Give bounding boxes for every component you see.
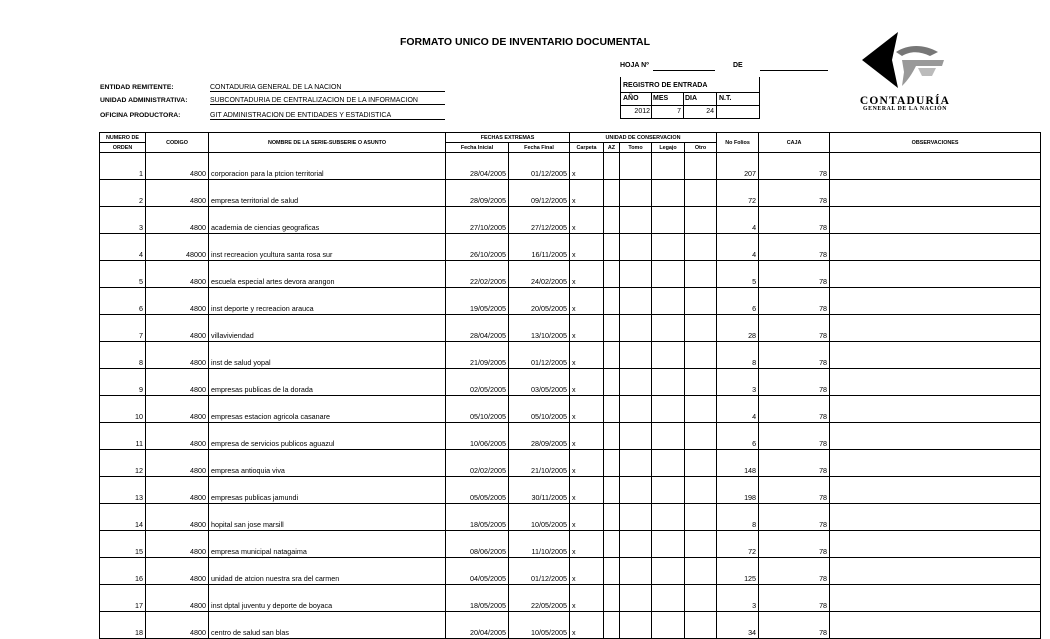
row-codigo: 4800 bbox=[146, 450, 209, 477]
logo-subtitle: GENERAL DE LA NACIÓN bbox=[863, 106, 947, 112]
row-caja: 78 bbox=[759, 585, 830, 612]
de-field[interactable] bbox=[760, 70, 828, 71]
row-legajo bbox=[652, 288, 685, 315]
row-observaciones bbox=[830, 369, 1041, 396]
row-legajo bbox=[652, 180, 685, 207]
row-az bbox=[604, 261, 620, 288]
row-number: 16 bbox=[100, 558, 146, 585]
row-number: 9 bbox=[100, 369, 146, 396]
row-fecha-final: 22/05/2005 bbox=[509, 585, 570, 612]
row-otro bbox=[685, 585, 717, 612]
row-codigo: 48000 bbox=[146, 234, 209, 261]
hoja-label: HOJA Nº bbox=[620, 62, 649, 69]
row-fecha-final: 10/05/2005 bbox=[509, 612, 570, 639]
col-tomo-header: Tomo bbox=[620, 143, 652, 153]
row-carpeta: x bbox=[570, 342, 604, 369]
row-tomo bbox=[620, 261, 652, 288]
row-number: 10 bbox=[100, 396, 146, 423]
col-codigo-header: CODIGO bbox=[146, 133, 209, 153]
row-fecha-inicial: 02/05/2005 bbox=[446, 369, 509, 396]
row-legajo bbox=[652, 261, 685, 288]
registro-entrada-box bbox=[620, 77, 760, 119]
contaduria-logo-icon bbox=[858, 30, 950, 92]
row-folios: 125 bbox=[717, 558, 759, 585]
row-fecha-inicial: 20/04/2005 bbox=[446, 612, 509, 639]
row-fecha-final: 10/05/2005 bbox=[509, 504, 570, 531]
row-az bbox=[604, 207, 620, 234]
row-tomo bbox=[620, 450, 652, 477]
row-fecha-inicial: 05/05/2005 bbox=[446, 477, 509, 504]
row-az bbox=[604, 504, 620, 531]
row-number: 3 bbox=[100, 207, 146, 234]
row-fecha-inicial: 02/02/2005 bbox=[446, 450, 509, 477]
row-fecha-inicial: 19/05/2005 bbox=[446, 288, 509, 315]
row-folios: 3 bbox=[717, 369, 759, 396]
row-number: 15 bbox=[100, 531, 146, 558]
row-caja: 78 bbox=[759, 261, 830, 288]
row-legajo bbox=[652, 504, 685, 531]
row-caja: 78 bbox=[759, 396, 830, 423]
row-caja: 78 bbox=[759, 342, 830, 369]
row-otro bbox=[685, 396, 717, 423]
hoja-field[interactable] bbox=[653, 70, 715, 71]
row-otro bbox=[685, 531, 717, 558]
row-folios: 3 bbox=[717, 585, 759, 612]
row-az bbox=[604, 180, 620, 207]
row-otro bbox=[685, 288, 717, 315]
row-fecha-final: 01/12/2005 bbox=[509, 342, 570, 369]
col-legajo-header: Legajo bbox=[652, 143, 685, 153]
row-nombre: academia de ciencias geograficas bbox=[209, 207, 446, 234]
row-folios: 8 bbox=[717, 504, 759, 531]
row-caja: 78 bbox=[759, 153, 830, 180]
registro-dia-label: DIA bbox=[685, 95, 698, 102]
col-folios-header: No Folios bbox=[717, 133, 759, 153]
table-row bbox=[100, 315, 1041, 342]
registro-nt-label: N.T. bbox=[719, 95, 732, 102]
row-carpeta: x bbox=[570, 369, 604, 396]
row-observaciones bbox=[830, 342, 1041, 369]
row-caja: 78 bbox=[759, 423, 830, 450]
row-az bbox=[604, 423, 620, 450]
row-legajo bbox=[652, 207, 685, 234]
col-carpeta-header: Carpeta bbox=[570, 143, 604, 153]
row-codigo: 4800 bbox=[146, 180, 209, 207]
row-number: 6 bbox=[100, 288, 146, 315]
row-caja: 78 bbox=[759, 612, 830, 639]
row-number: 2 bbox=[100, 180, 146, 207]
row-fecha-final: 03/05/2005 bbox=[509, 369, 570, 396]
row-codigo: 4800 bbox=[146, 585, 209, 612]
row-fecha-final: 27/12/2005 bbox=[509, 207, 570, 234]
row-folios: 28 bbox=[717, 315, 759, 342]
row-fecha-inicial: 21/09/2005 bbox=[446, 342, 509, 369]
table-row bbox=[100, 261, 1041, 288]
row-number: 14 bbox=[100, 504, 146, 531]
row-nombre: corporacion para la ptcion territorial bbox=[209, 153, 446, 180]
row-fecha-inicial: 27/10/2005 bbox=[446, 207, 509, 234]
row-caja: 78 bbox=[759, 504, 830, 531]
row-nombre: empresa antioquia viva bbox=[209, 450, 446, 477]
row-codigo: 4800 bbox=[146, 342, 209, 369]
row-nombre: inst dptal juventu y deporte de boyaca bbox=[209, 585, 446, 612]
row-nombre: inst deporte y recreacion arauca bbox=[209, 288, 446, 315]
table-row bbox=[100, 477, 1041, 504]
row-folios: 148 bbox=[717, 450, 759, 477]
row-otro bbox=[685, 612, 717, 639]
row-az bbox=[604, 234, 620, 261]
row-caja: 78 bbox=[759, 369, 830, 396]
row-tomo bbox=[620, 558, 652, 585]
inventory-table bbox=[99, 132, 1041, 639]
row-codigo: 4800 bbox=[146, 153, 209, 180]
table-row bbox=[100, 531, 1041, 558]
col-orden-subheader: ORDEN bbox=[100, 143, 146, 153]
row-legajo bbox=[652, 153, 685, 180]
row-fecha-inicial: 04/05/2005 bbox=[446, 558, 509, 585]
row-observaciones bbox=[830, 180, 1041, 207]
row-observaciones bbox=[830, 612, 1041, 639]
row-tomo bbox=[620, 207, 652, 234]
row-legajo bbox=[652, 315, 685, 342]
row-fecha-final: 30/11/2005 bbox=[509, 477, 570, 504]
row-fecha-inicial: 22/02/2005 bbox=[446, 261, 509, 288]
row-otro bbox=[685, 477, 717, 504]
row-fecha-inicial: 08/06/2005 bbox=[446, 531, 509, 558]
col-observaciones-header: OBSERVACIONES bbox=[830, 133, 1041, 153]
row-fecha-inicial: 28/04/2005 bbox=[446, 315, 509, 342]
row-observaciones bbox=[830, 153, 1041, 180]
row-folios: 6 bbox=[717, 288, 759, 315]
col-fechas-header: FECHAS EXTREMAS bbox=[446, 133, 570, 143]
entidad-label: ENTIDAD REMITENTE: bbox=[100, 84, 174, 91]
row-codigo: 4800 bbox=[146, 504, 209, 531]
row-observaciones bbox=[830, 477, 1041, 504]
row-caja: 78 bbox=[759, 531, 830, 558]
row-codigo: 4800 bbox=[146, 396, 209, 423]
row-legajo bbox=[652, 612, 685, 639]
row-folios: 198 bbox=[717, 477, 759, 504]
row-carpeta: x bbox=[570, 315, 604, 342]
row-carpeta: x bbox=[570, 558, 604, 585]
registro-mes-value: 7 bbox=[677, 108, 681, 115]
row-folios: 4 bbox=[717, 396, 759, 423]
row-codigo: 4800 bbox=[146, 477, 209, 504]
row-az bbox=[604, 342, 620, 369]
row-observaciones bbox=[830, 531, 1041, 558]
de-label: DE bbox=[733, 62, 743, 69]
col-nombre-header: NOMBRE DE LA SERIE-SUBSERIE O ASUNTO bbox=[209, 133, 446, 153]
row-nombre: inst recreacion ycultura santa rosa sur bbox=[209, 234, 446, 261]
table-row bbox=[100, 558, 1041, 585]
entidad-value: CONTADURIA GENERAL DE LA NACION bbox=[210, 84, 445, 92]
row-fecha-final: 28/09/2005 bbox=[509, 423, 570, 450]
row-nombre: unidad de atcion nuestra sra del carmen bbox=[209, 558, 446, 585]
row-tomo bbox=[620, 504, 652, 531]
row-number: 12 bbox=[100, 450, 146, 477]
row-number: 11 bbox=[100, 423, 146, 450]
row-codigo: 4800 bbox=[146, 261, 209, 288]
row-otro bbox=[685, 180, 717, 207]
row-az bbox=[604, 396, 620, 423]
row-fecha-inicial: 28/09/2005 bbox=[446, 180, 509, 207]
row-carpeta: x bbox=[570, 450, 604, 477]
row-carpeta: x bbox=[570, 531, 604, 558]
row-carpeta: x bbox=[570, 153, 604, 180]
row-carpeta: x bbox=[570, 234, 604, 261]
logo-name: CONTADURÍA bbox=[859, 95, 951, 107]
table-row bbox=[100, 423, 1041, 450]
row-az bbox=[604, 315, 620, 342]
row-az bbox=[604, 612, 620, 639]
row-observaciones bbox=[830, 396, 1041, 423]
row-codigo: 4800 bbox=[146, 531, 209, 558]
row-caja: 78 bbox=[759, 234, 830, 261]
row-legajo bbox=[652, 234, 685, 261]
row-tomo bbox=[620, 477, 652, 504]
row-carpeta: x bbox=[570, 396, 604, 423]
row-codigo: 4800 bbox=[146, 315, 209, 342]
table-row bbox=[100, 612, 1041, 639]
row-otro bbox=[685, 504, 717, 531]
row-codigo: 4800 bbox=[146, 288, 209, 315]
row-number: 17 bbox=[100, 585, 146, 612]
unidad-value: SUBCONTADURIA DE CENTRALIZACION DE LA INFORMACION bbox=[210, 97, 445, 105]
row-az bbox=[604, 558, 620, 585]
registro-mes-label: MES bbox=[653, 95, 669, 102]
row-codigo: 4800 bbox=[146, 558, 209, 585]
row-codigo: 4800 bbox=[146, 423, 209, 450]
col-unidad-header: UNIDAD DE CONSERVACION bbox=[570, 133, 717, 143]
row-fecha-inicial: 10/06/2005 bbox=[446, 423, 509, 450]
row-carpeta: x bbox=[570, 423, 604, 450]
row-observaciones bbox=[830, 423, 1041, 450]
col-fecha-final-header: Fecha Final bbox=[509, 143, 570, 153]
row-legajo bbox=[652, 531, 685, 558]
row-az bbox=[604, 585, 620, 612]
row-folios: 34 bbox=[717, 612, 759, 639]
row-caja: 78 bbox=[759, 207, 830, 234]
row-fecha-final: 01/12/2005 bbox=[509, 558, 570, 585]
row-nombre: villaviviendad bbox=[209, 315, 446, 342]
row-legajo bbox=[652, 423, 685, 450]
row-codigo: 4800 bbox=[146, 207, 209, 234]
inventory-rows bbox=[100, 153, 1041, 639]
col-az-header: AZ bbox=[604, 143, 620, 153]
row-number: 13 bbox=[100, 477, 146, 504]
row-fecha-final: 11/10/2005 bbox=[509, 531, 570, 558]
row-observaciones bbox=[830, 288, 1041, 315]
row-fecha-final: 09/12/2005 bbox=[509, 180, 570, 207]
row-observaciones bbox=[830, 234, 1041, 261]
row-nombre: empresas estacion agricola casanare bbox=[209, 396, 446, 423]
row-number: 18 bbox=[100, 612, 146, 639]
row-otro bbox=[685, 261, 717, 288]
row-observaciones bbox=[830, 504, 1041, 531]
row-nombre: hopital san jose marsill bbox=[209, 504, 446, 531]
row-folios: 72 bbox=[717, 180, 759, 207]
oficina-value: GIT ADMINISTRACION DE ENTIDADES Y ESTADISTICA bbox=[210, 112, 445, 120]
table-row bbox=[100, 234, 1041, 261]
row-codigo: 4800 bbox=[146, 612, 209, 639]
row-caja: 78 bbox=[759, 558, 830, 585]
row-fecha-inicial: 05/10/2005 bbox=[446, 396, 509, 423]
row-carpeta: x bbox=[570, 207, 604, 234]
row-fecha-final: 20/05/2005 bbox=[509, 288, 570, 315]
table-row bbox=[100, 504, 1041, 531]
row-nombre: empresa municipal natagaima bbox=[209, 531, 446, 558]
table-row bbox=[100, 369, 1041, 396]
row-fecha-inicial: 26/10/2005 bbox=[446, 234, 509, 261]
row-tomo bbox=[620, 288, 652, 315]
registro-title: REGISTRO DE ENTRADA bbox=[623, 82, 708, 89]
row-codigo: 4800 bbox=[146, 369, 209, 396]
row-otro bbox=[685, 450, 717, 477]
row-otro bbox=[685, 153, 717, 180]
table-row bbox=[100, 450, 1041, 477]
row-legajo bbox=[652, 585, 685, 612]
row-fecha-final: 16/11/2005 bbox=[509, 234, 570, 261]
row-folios: 5 bbox=[717, 261, 759, 288]
row-az bbox=[604, 369, 620, 396]
row-legajo bbox=[652, 396, 685, 423]
row-otro bbox=[685, 369, 717, 396]
row-nombre: empresa territorial de salud bbox=[209, 180, 446, 207]
row-legajo bbox=[652, 477, 685, 504]
row-otro bbox=[685, 234, 717, 261]
row-caja: 78 bbox=[759, 450, 830, 477]
col-otro-header: Otro bbox=[685, 143, 717, 153]
row-folios: 4 bbox=[717, 234, 759, 261]
row-az bbox=[604, 531, 620, 558]
row-number: 8 bbox=[100, 342, 146, 369]
row-tomo bbox=[620, 315, 652, 342]
row-otro bbox=[685, 558, 717, 585]
row-folios: 6 bbox=[717, 423, 759, 450]
row-nombre: empresas publicas de la dorada bbox=[209, 369, 446, 396]
row-tomo bbox=[620, 342, 652, 369]
col-fecha-inicial-header: Fecha Inicial bbox=[446, 143, 509, 153]
row-observaciones bbox=[830, 207, 1041, 234]
row-fecha-final: 13/10/2005 bbox=[509, 315, 570, 342]
row-tomo bbox=[620, 585, 652, 612]
row-number: 7 bbox=[100, 315, 146, 342]
row-observaciones bbox=[830, 558, 1041, 585]
row-folios: 8 bbox=[717, 342, 759, 369]
row-carpeta: x bbox=[570, 612, 604, 639]
row-tomo bbox=[620, 423, 652, 450]
row-legajo bbox=[652, 369, 685, 396]
row-folios: 4 bbox=[717, 207, 759, 234]
row-folios: 72 bbox=[717, 531, 759, 558]
row-fecha-final: 24/02/2005 bbox=[509, 261, 570, 288]
table-row bbox=[100, 288, 1041, 315]
row-otro bbox=[685, 423, 717, 450]
row-fecha-final: 05/10/2005 bbox=[509, 396, 570, 423]
row-number: 4 bbox=[100, 234, 146, 261]
table-row bbox=[100, 153, 1041, 180]
row-otro bbox=[685, 315, 717, 342]
row-tomo bbox=[620, 369, 652, 396]
row-az bbox=[604, 477, 620, 504]
document-title: FORMATO UNICO DE INVENTARIO DOCUMENTAL bbox=[399, 36, 651, 48]
row-tomo bbox=[620, 180, 652, 207]
registro-dia-value: 24 bbox=[706, 108, 714, 115]
row-nombre: empresa de servicios publicos aguazul bbox=[209, 423, 446, 450]
row-fecha-inicial: 28/04/2005 bbox=[446, 153, 509, 180]
registro-ano-label: AÑO bbox=[623, 95, 639, 102]
row-caja: 78 bbox=[759, 477, 830, 504]
oficina-label: OFICINA PRODUCTORA: bbox=[100, 112, 181, 119]
row-tomo bbox=[620, 396, 652, 423]
row-legajo bbox=[652, 558, 685, 585]
row-tomo bbox=[620, 531, 652, 558]
row-tomo bbox=[620, 612, 652, 639]
registro-ano-value: 2012 bbox=[634, 108, 650, 115]
table-row bbox=[100, 396, 1041, 423]
row-tomo bbox=[620, 234, 652, 261]
unidad-label: UNIDAD ADMINISTRATIVA: bbox=[100, 97, 188, 104]
table-row bbox=[100, 342, 1041, 369]
row-carpeta: x bbox=[570, 477, 604, 504]
row-folios: 207 bbox=[717, 153, 759, 180]
row-nombre: escuela especial artes devora arangon bbox=[209, 261, 446, 288]
table-row bbox=[100, 207, 1041, 234]
table-row bbox=[100, 585, 1041, 612]
row-carpeta: x bbox=[570, 288, 604, 315]
row-az bbox=[604, 288, 620, 315]
row-otro bbox=[685, 207, 717, 234]
row-number: 1 bbox=[100, 153, 146, 180]
row-carpeta: x bbox=[570, 261, 604, 288]
row-fecha-final: 01/12/2005 bbox=[509, 153, 570, 180]
row-caja: 78 bbox=[759, 288, 830, 315]
row-nombre: inst de salud yopal bbox=[209, 342, 446, 369]
row-caja: 78 bbox=[759, 180, 830, 207]
row-carpeta: x bbox=[570, 585, 604, 612]
row-fecha-final: 21/10/2005 bbox=[509, 450, 570, 477]
row-az bbox=[604, 450, 620, 477]
row-legajo bbox=[652, 342, 685, 369]
col-caja-header: CAJA bbox=[759, 133, 830, 153]
row-carpeta: x bbox=[570, 504, 604, 531]
row-caja: 78 bbox=[759, 315, 830, 342]
row-fecha-inicial: 18/05/2005 bbox=[446, 585, 509, 612]
row-tomo bbox=[620, 153, 652, 180]
row-fecha-inicial: 18/05/2005 bbox=[446, 504, 509, 531]
row-carpeta: x bbox=[570, 180, 604, 207]
table-row bbox=[100, 180, 1041, 207]
row-observaciones bbox=[830, 450, 1041, 477]
row-observaciones bbox=[830, 261, 1041, 288]
row-observaciones bbox=[830, 315, 1041, 342]
row-legajo bbox=[652, 450, 685, 477]
row-number: 5 bbox=[100, 261, 146, 288]
row-az bbox=[604, 153, 620, 180]
row-otro bbox=[685, 342, 717, 369]
col-orden-header: NUMERO DE bbox=[100, 133, 146, 143]
row-observaciones bbox=[830, 585, 1041, 612]
row-nombre: centro de salud san blas bbox=[209, 612, 446, 639]
row-nombre: empresas publicas jamundi bbox=[209, 477, 446, 504]
